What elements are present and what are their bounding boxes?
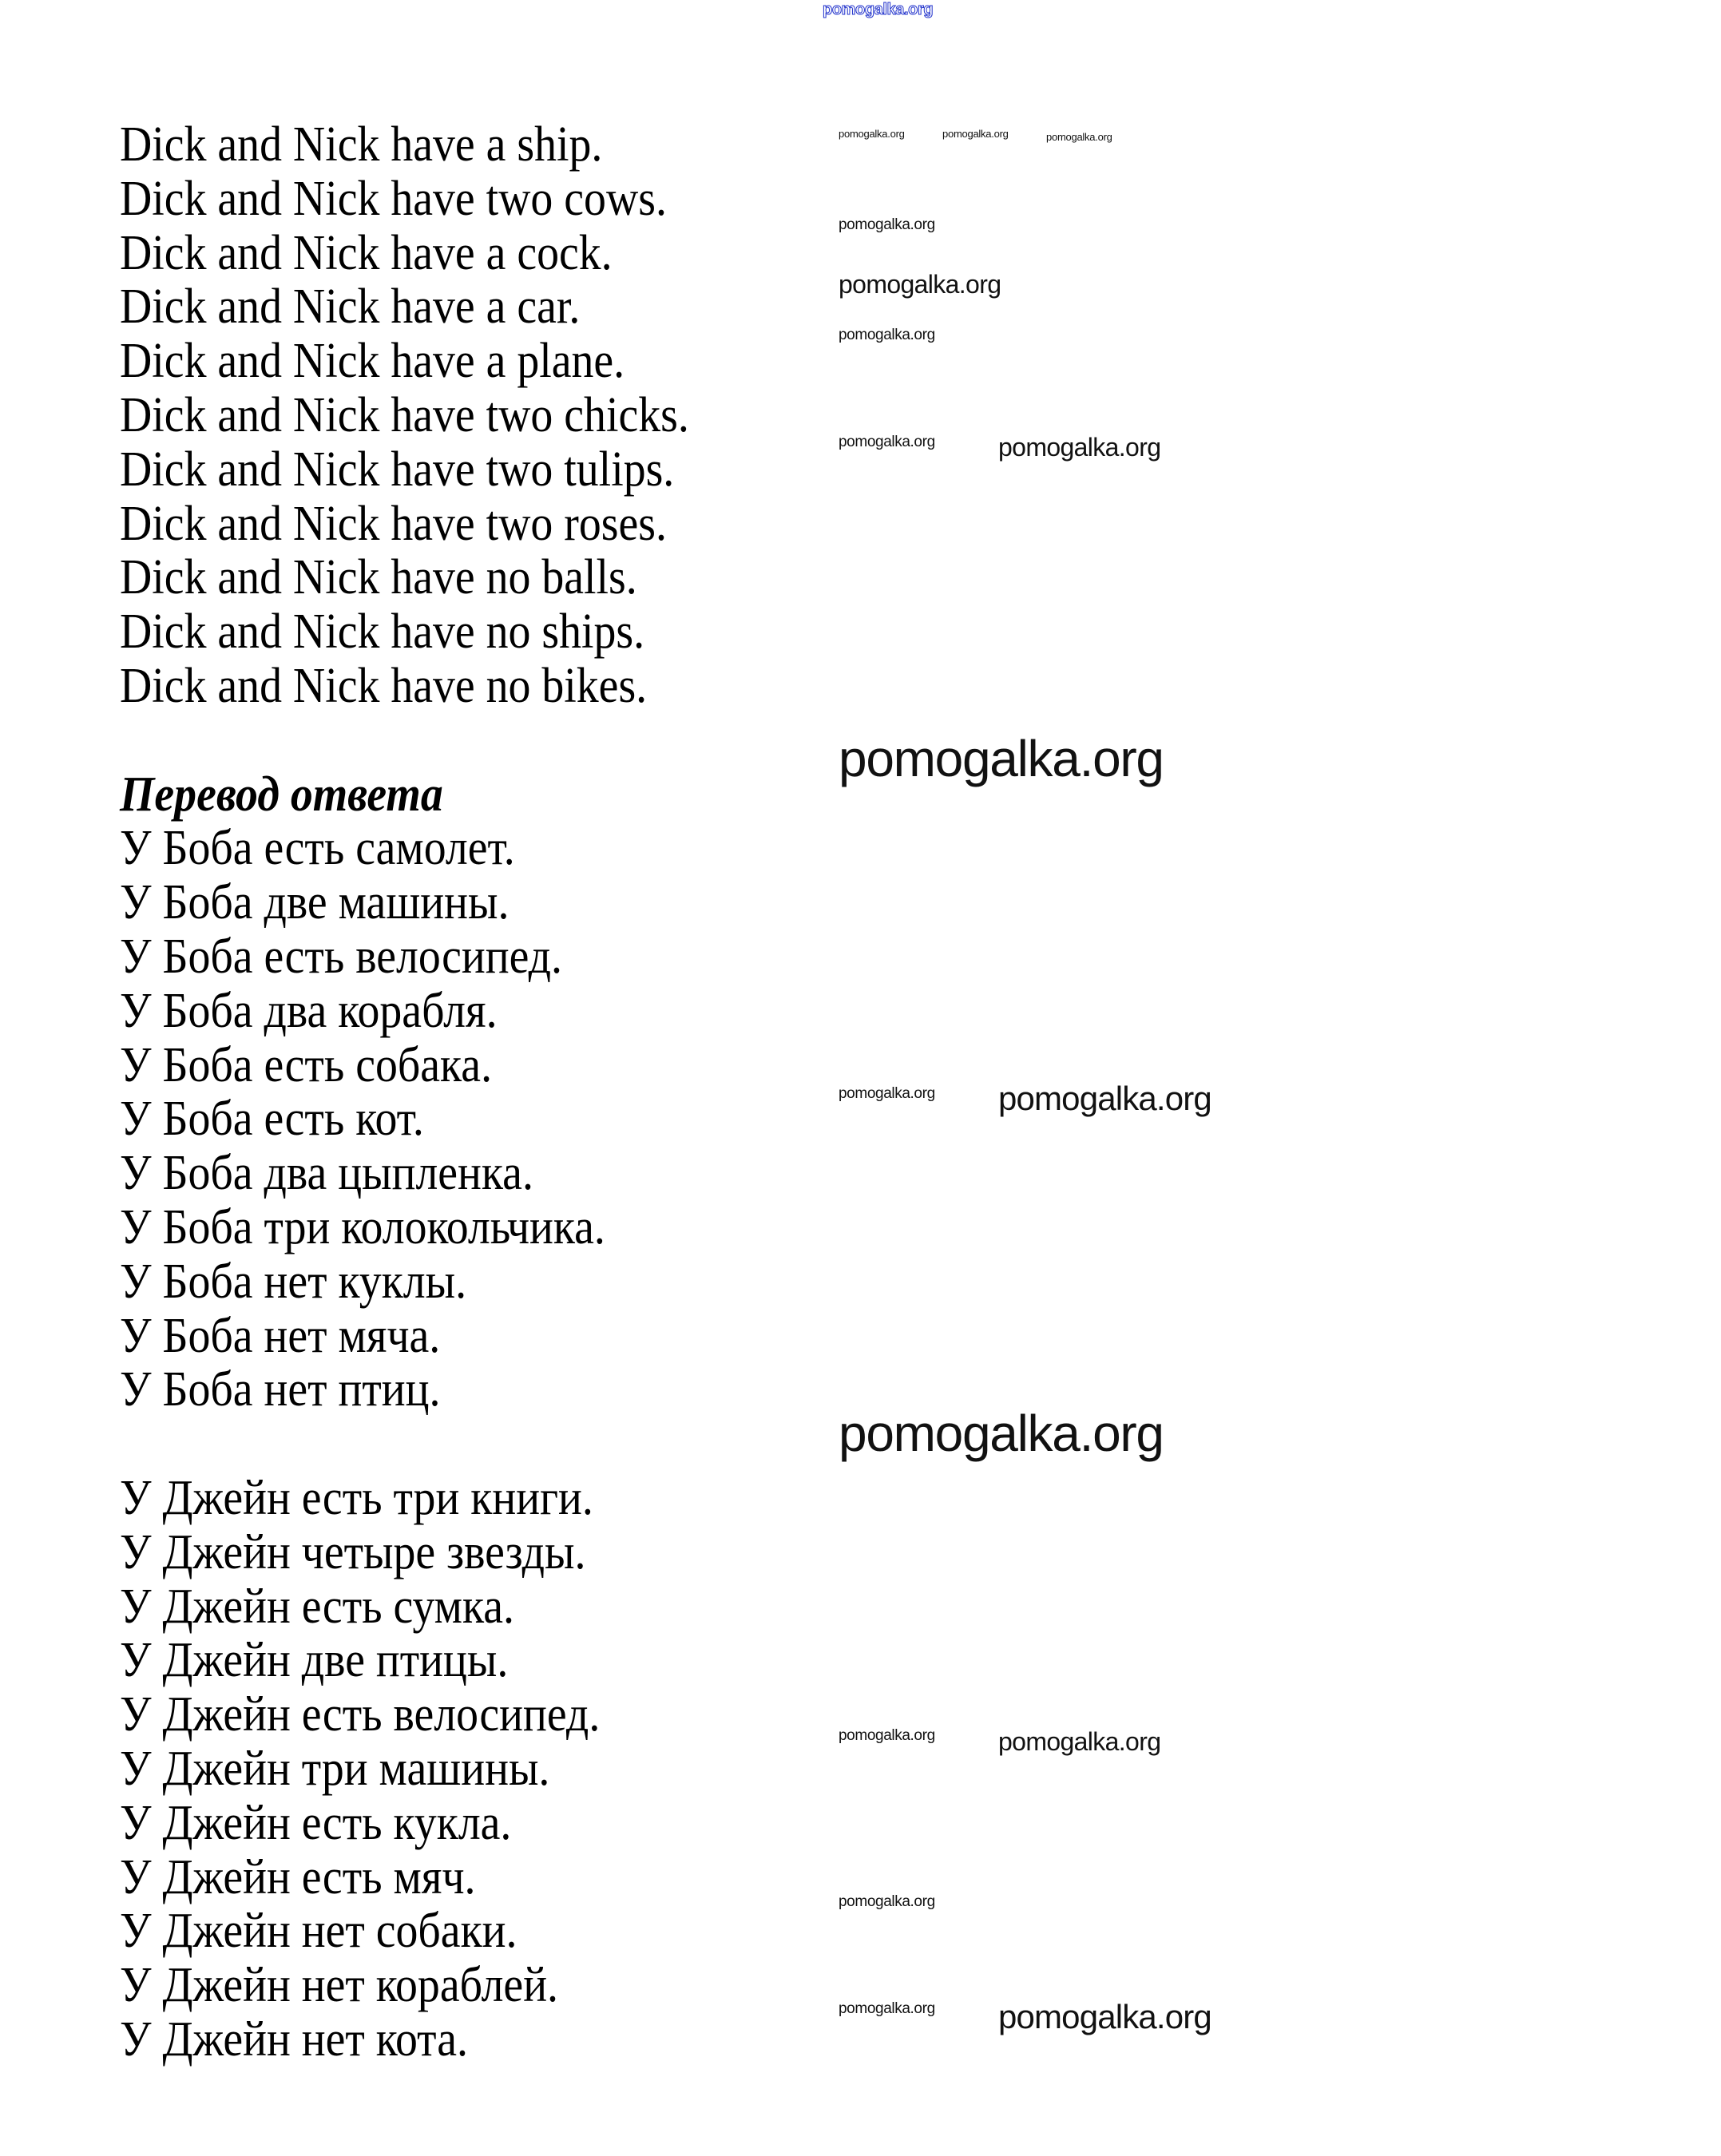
english-line: Dick and Nick have no bikes. [120,658,648,713]
english-line: Dick and Nick have a car. [120,279,581,335]
english-line: Dick and Nick have a plane. [120,334,625,389]
english-line: Dick and Nick have two cows. [120,171,667,226]
bob-line: У Боба нет куклы. [120,1254,467,1309]
jane-line: У Джейн четыре звезды. [120,1524,586,1579]
watermark: pomogalka.org [998,1727,1161,1756]
watermark: pomogalka.org [1046,131,1112,143]
jane-line: У Джейн нет кота. [120,2011,468,2067]
watermark: pomogalka.org [839,1085,935,1102]
watermark: pomogalka.org [998,1998,1211,2035]
english-line: Dick and Nick have a cock. [120,225,613,280]
english-line: Dick and Nick have two roses. [120,496,667,551]
watermark: pomogalka.org [823,1,934,18]
english-line: Dick and Nick have no balls. [120,550,637,605]
bob-line: У Боба есть самолет. [120,821,515,876]
bob-line: У Боба два цыпленка. [120,1146,533,1201]
watermark: pomogalka.org [839,1893,935,1910]
spacer [120,1417,689,1472]
jane-line: У Джейн две птицы. [120,1633,509,1688]
jane-line: У Джейн есть мяч. [120,1849,476,1904]
watermark: pomogalka.org [839,327,935,343]
english-line: Dick and Nick have two chicks. [120,387,689,442]
english-line: Dick and Nick have no ships. [120,604,645,660]
watermark: pomogalka.org [998,1080,1211,1117]
bob-line: У Боба три колокольчика. [120,1199,605,1254]
answer-text [120,118,752,2067]
watermark: pomogalka.org [998,433,1161,462]
watermark: pomogalka.org [839,216,935,233]
watermark: pomogalka.org [839,434,935,450]
watermark: pomogalka.org [839,730,1164,787]
watermark: pomogalka.org [839,128,905,140]
jane-line: У Джейн нет кораблей. [120,1958,559,2013]
bob-line: У Боба есть велосипед. [120,929,563,984]
watermark: pomogalka.org [839,1405,1164,1462]
watermark: pomogalka.org [839,2000,935,2017]
bob-line: У Боба две машины. [120,875,510,930]
bob-line: У Боба нет птиц. [120,1362,441,1417]
spacer [120,714,689,768]
jane-line: У Джейн три машины. [120,1741,550,1796]
translation-heading: Перевод ответа [120,767,443,822]
bob-line: У Боба есть кот. [120,1092,424,1147]
bob-line: У Боба есть собака. [120,1037,493,1092]
watermark: pomogalka.org [839,270,1001,299]
english-line: Dick and Nick have two tulips. [120,442,675,497]
jane-line: У Джейн нет собаки. [120,1904,517,1959]
jane-line: У Джейн есть сумка. [120,1579,514,1634]
watermark: pomogalka.org [942,128,1009,140]
bob-line: У Боба два корабля. [120,983,498,1038]
jane-line: У Джейн есть три книги. [120,1470,593,1525]
english-line: Dick and Nick have a ship. [120,117,603,172]
watermark: pomogalka.org [839,1727,935,1744]
jane-line: У Джейн есть кукла. [120,1795,512,1850]
bob-line: У Боба нет мяча. [120,1308,441,1363]
jane-line: У Джейн есть велосипед. [120,1687,601,1742]
